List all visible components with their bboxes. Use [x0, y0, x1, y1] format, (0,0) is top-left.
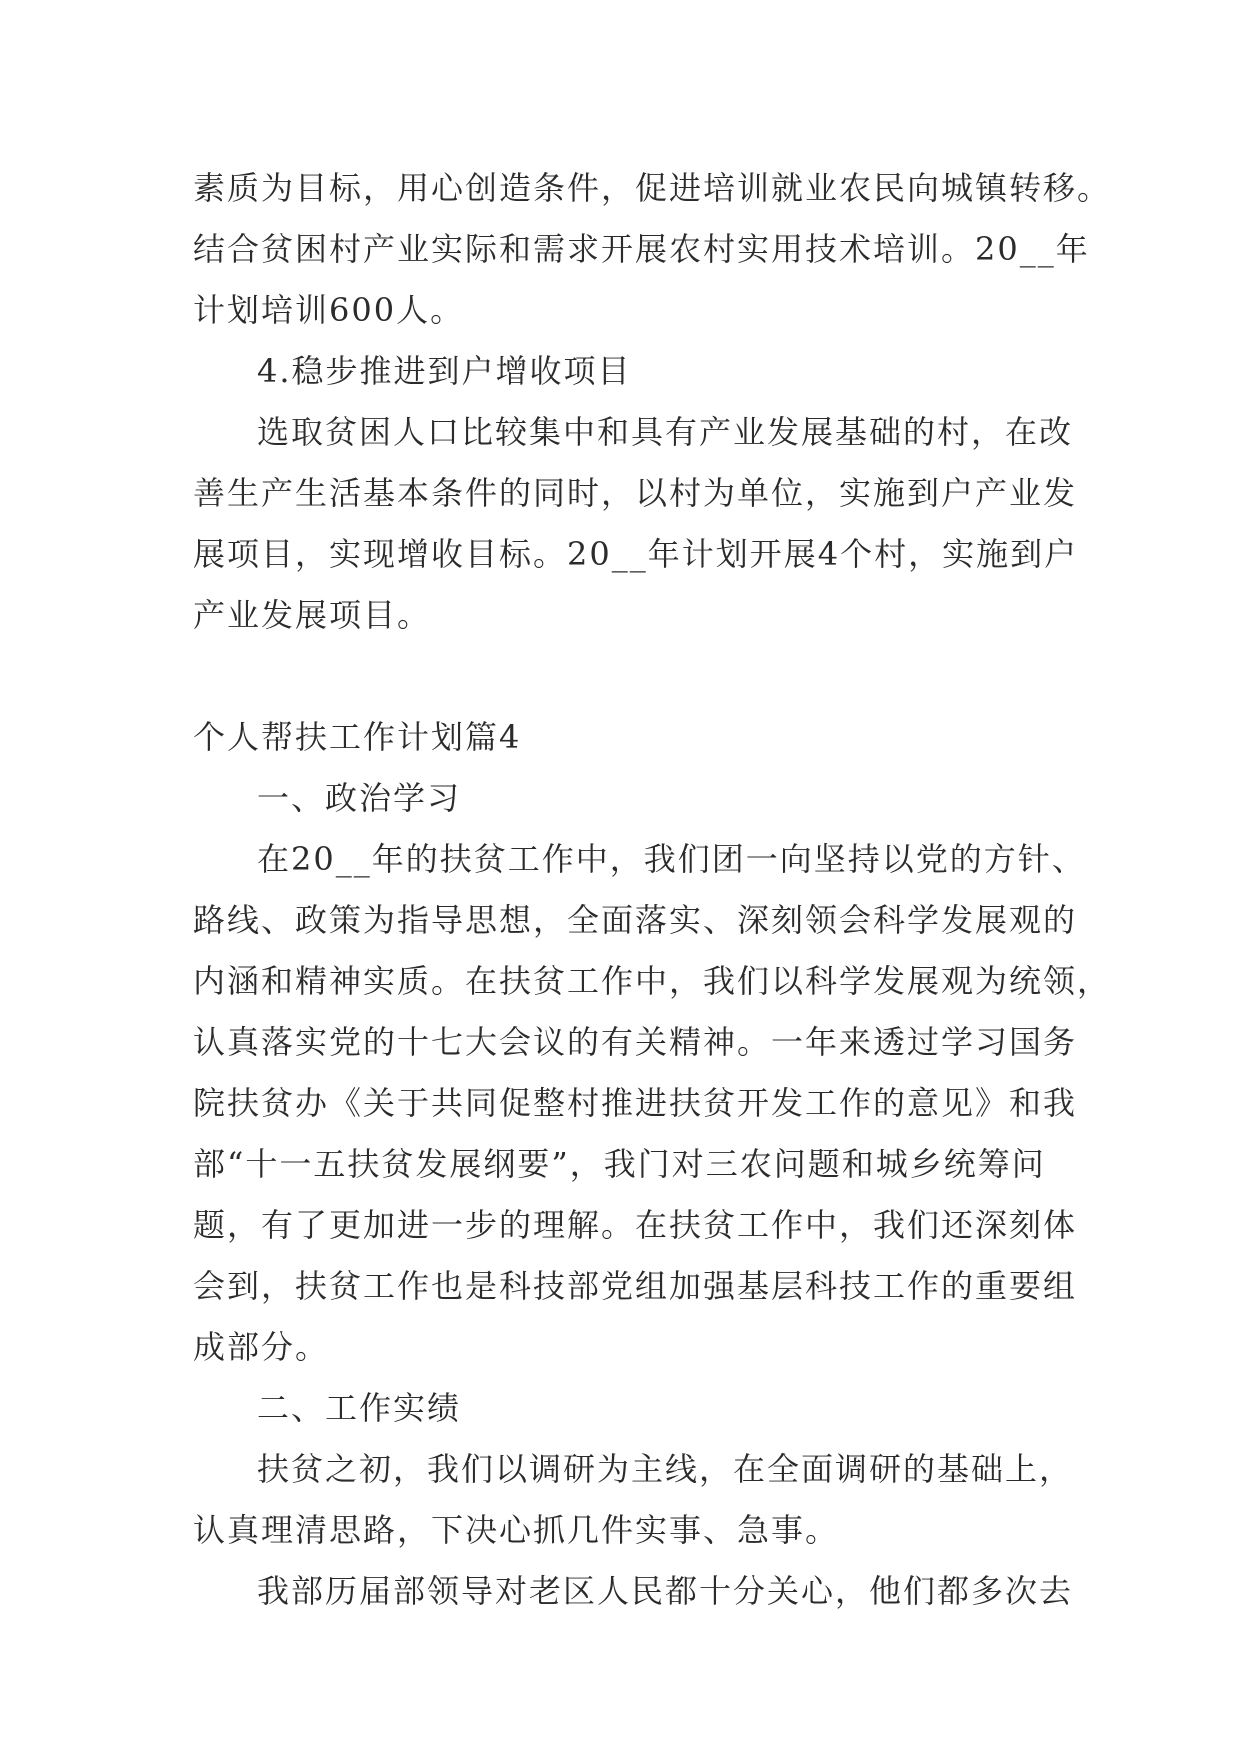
section-title: 个人帮扶工作计划篇4 [193, 718, 522, 756]
text-line: 素质为目标，用心创造条件，促进培训就业农民向城镇转移。 [193, 169, 1112, 207]
text-line: 善生产生活基本条件的同时，以村为单位，实施到户产业发 [193, 474, 1078, 512]
text-line: 内涵和精神实质。在扶贫工作中，我们以科学发展观为统领， [193, 962, 1112, 1000]
document-body [193, 158, 1112, 1622]
text-line: 选取贫困人口比较集中和具有产业发展基础的村，在改 [257, 413, 1074, 451]
text-line: 展项目，实现增收目标。20__年计划开展4个村，实施到户 [193, 535, 1079, 573]
text-line: 我部历届部领导对老区人民都十分关心，他们都多次去 [257, 1572, 1074, 1610]
subheading-4: 4.稳步推进到户增收项目 [257, 352, 632, 390]
text-line: 认真理清思路，下决心抓几件实事、急事。 [193, 1511, 840, 1549]
subheading-work-results: 二、工作实绩 [257, 1389, 462, 1427]
paragraph-gap [193, 646, 1053, 707]
text-line: 成部分。 [193, 1328, 330, 1366]
text-line: 会到，扶贫工作也是科技部党组加强基层科技工作的重要组 [193, 1267, 1078, 1305]
text-line: 部“十一五扶贫发展纲要”，我门对三农问题和城乡统筹问 [193, 1145, 1046, 1183]
text-line: 产业发展项目。 [193, 596, 432, 634]
text-line: 结合贫困村产业实际和需求开展农村实用技术培训。20__年 [193, 230, 1090, 268]
text-line: 计划培训600人。 [193, 291, 465, 329]
text-line: 路线、政策为指导思想，全面落实、深刻领会科学发展观的 [193, 901, 1078, 939]
subheading-political-study: 一、政治学习 [257, 779, 462, 817]
text-line: 题，有了更加进一步的理解。在扶贫工作中，我们还深刻体 [193, 1206, 1078, 1244]
text-line: 在20__年的扶贫工作中，我们团一向坚持以党的方针、 [257, 840, 1086, 878]
text-line: 院扶贫办《关于共同促整村推进扶贫开发工作的意见》和我 [193, 1084, 1078, 1122]
text-line: 认真落实党的十七大会议的有关精神。一年来透过学习国务 [193, 1023, 1078, 1061]
text-line: 扶贫之初，我们以调研为主线，在全面调研的基础上， [257, 1450, 1074, 1488]
